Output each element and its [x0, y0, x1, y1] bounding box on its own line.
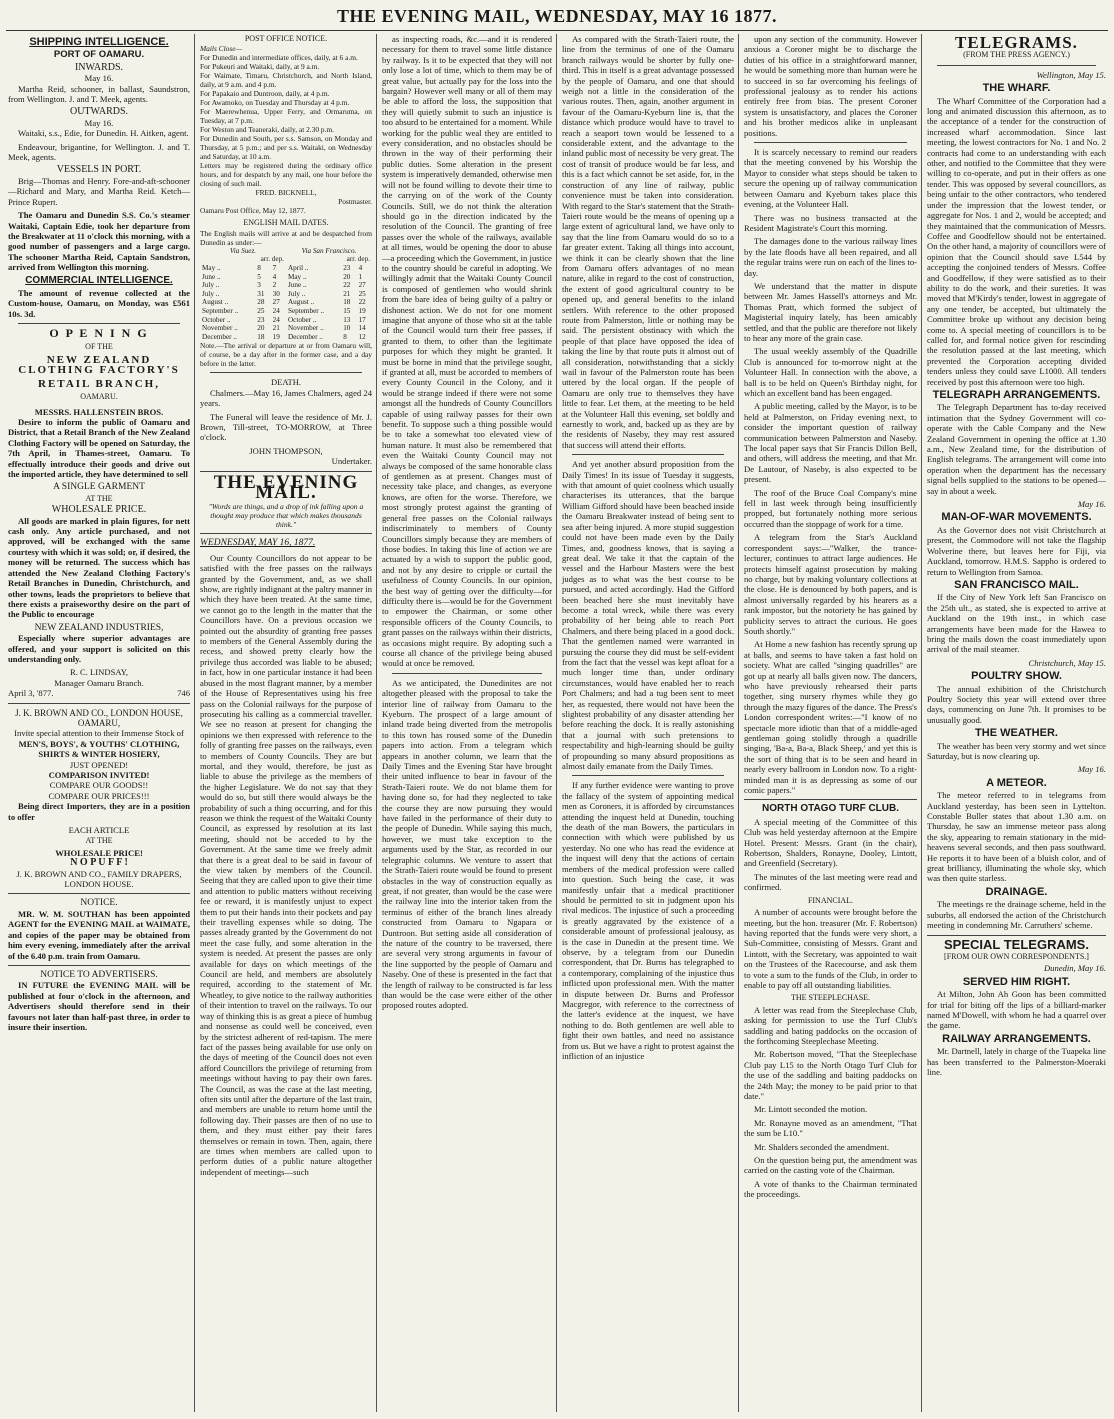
table-cell: September .. [287, 306, 325, 315]
inwards-text: Martha Reid, schooner, in ballast, Saundstron, from Wellington. J. and T. Meek, agents. [8, 83, 190, 105]
table-cell: 8 [257, 264, 261, 272]
po-office: Oamaru Post Office, May 12, 1877. [200, 206, 306, 216]
column-rule [556, 34, 557, 1412]
steeplechase-subheading: THE STEEPLECHASE. [790, 993, 871, 1003]
comparison-invited: COMPARISON INVITED! [48, 770, 150, 780]
brown-heading: J. K. BROWN AND CO., LONDON HOUSE, OAMARU, [15, 707, 183, 728]
poultry-heading: POULTRY SHOW. [971, 670, 1062, 683]
commercial-heading: COMMERCIAL INTELLIGENCE. [25, 274, 173, 286]
telegram-paragraph: The meetings re the drainage scheme, held in the suburbs, all endorsed the action of the Christchurch meeting in condemning Mr. Carruthers' scheme. [927, 899, 1106, 931]
table-cell: 20 [343, 272, 351, 281]
turf-paragraph: Mr. Robertson moved, "That the Steeplechase Club pay L15 to the North Otago Turf Club for the use of the saddling and baiting paddocks on the 24th May; the money to be paid prior to that date." [744, 1049, 917, 1101]
table-cell: 17 [358, 315, 366, 324]
table-row [200, 298, 372, 307]
table-cell: August .. [287, 298, 315, 307]
column-rule [376, 34, 377, 1412]
industries-text: Especially where superior advantages are offered, and your support is solicited on this understanding only. [8, 633, 190, 664]
divider [572, 454, 724, 455]
table-cell: 25 [257, 306, 265, 315]
evening-mail-title: THE EVENING MAIL. [213, 471, 359, 503]
table-cell: 27 [358, 281, 366, 290]
table-header: arr. dep. [346, 255, 370, 264]
ad-number: 746 [177, 688, 190, 699]
table-cell: 15 [343, 306, 351, 315]
table-cell: 27 [272, 298, 280, 307]
table-cell: 30 [272, 289, 280, 298]
of-the: OF THE [85, 341, 113, 351]
table-cell: 25 [358, 289, 366, 298]
table-cell: October .. [287, 315, 317, 324]
shipping-heading: SHIPPING INTELLIGENCE. [29, 36, 169, 48]
financial-subheading: FINANCIAL. [807, 895, 854, 905]
table-row [200, 324, 372, 333]
english-mail-heading: ENGLISH MAIL DATES. [243, 218, 329, 228]
po-line: For Waimate, Timaru, Christchurch, and North Island, daily, at 9 a.m. and 4 p.m. [200, 71, 372, 90]
hallenstein-text: Desire to inform the public of Oamaru and District, that a Retail Branch of the New Zealand Clothing Factory will be opened on Saturday, the 7th April, in Thames-street, Oamaru. To effectually introduce their goods and drive out the imported article, they have determined to sell [8, 417, 190, 480]
table-cell: 21 [343, 289, 351, 298]
column-rule [738, 34, 739, 1412]
turf-paragraph: On the question being put, the amendment was carried on the casting vote of the Chairman. [744, 1155, 917, 1176]
at-the-2: AT THE [85, 836, 113, 846]
table-cell: April .. [287, 264, 309, 272]
divider [8, 893, 190, 894]
news-paragraph: The roof of the Bruce Coal Company's mine fell in last week through being insufficiently propped, but fortunately nothing more serious occurred than the stoppage of work for a time. [744, 487, 917, 529]
column-6 [923, 34, 1110, 1414]
po-line: For Weston and Teaneraki, daily, at 2.30 p.m. [200, 125, 335, 135]
turf-paragraph: Mr. Shalders seconded the amendment. [754, 1141, 890, 1152]
po-lines [200, 53, 372, 161]
table-cell: 19 [272, 332, 280, 341]
divider [18, 323, 180, 324]
news-paragraph: A public meeting, called by the Mayor, is to be held at Palmerston, on Friday evening next, to consider the important question of railway communication between Palmerston and Naseby. The local paper says that Sir Francis Dillon Bell, and others, will address the meeting, and that Mr. De Lautour, of Naseby, is also expected to be present. [744, 401, 917, 485]
telegram-paragraph: At Milton, John Ah Goon has been committed for trial for biting off the lips of a billiard-marker named M'Dowell, with whom he had a quarrel over the game. [927, 989, 1106, 1031]
table-row [200, 333, 372, 342]
turf-paragraph: A special meeting of the Committee of this Club was held yesterday afternoon at the Empire Hotel. Present: Messrs. Grant (in the chair), Robertson, Shalders, Ronayne, Dooley, Lintott, and Greenfield (Secretary). [744, 816, 917, 869]
compare-goods: COMPARE OUR GOODS!! [49, 780, 149, 791]
table-cell: 4 [272, 272, 277, 281]
masthead: THE EVENING MAIL, WEDNESDAY, MAY 16 1877. [336, 6, 778, 26]
oamaru-line: OAMARU. [80, 392, 118, 402]
table-cell: 7 [272, 264, 277, 272]
no-puff: N O P U F F ! [70, 857, 128, 869]
table-cell: July .. [287, 289, 306, 298]
brown-footer: J. K. BROWN AND CO., FAMILY DRAPERS, LONDON HOUSE. [16, 868, 182, 890]
table-cell: November .. [287, 324, 324, 333]
nz-industries: NEW ZEALAND INDUSTRIES, [34, 622, 164, 633]
funeral-signature: JOHN THOMPSON, [249, 445, 323, 456]
table-header: Via San Francisco. [301, 246, 357, 255]
news-paragraph: At Home a new fashion has recently sprung up at balls, and seems to have taken a fast hold on society. What are called "singing quadrilles" are got up at nearly all balls given now. The dancers, who have previously rehearsed their parts together, sing nursery rhymes while they go through the mazy figures of the dance. The Press's London correspondent writes:—"I know of no spectacle more idiotic than that of a middle-aged gentleman going stolidly through a quadrille singing, 'Ba-a, Ba-a, Black Sheep,' and yet this is the sort of thing that is to be seen and heard in nearly every ballroom in London now. To a right-minded man it is as depressing as some of our comic papers." [744, 639, 917, 796]
divider [927, 935, 1106, 936]
served-him-right-heading: SERVED HIM RIGHT. [962, 975, 1071, 988]
death-heading: DEATH. [271, 377, 301, 388]
vessels-text: Brig—Thomas and Henry. Fore-and-aft-schooner—Richard and Mary, and Martha Reid. Ketch—Prince Rupert. [8, 175, 190, 207]
special-telegrams-heading: SPECIAL TELEGRAMS. [944, 936, 1089, 952]
table-cell: 4 [358, 264, 363, 272]
table-cell: October .. [202, 315, 231, 324]
editorial-date: WEDNESDAY, MAY 16, 1877. [200, 538, 316, 549]
telegram-paragraph: Mr. Dartnell, lately in charge of the Tuapeka line has been transferred to the Palmerston-Moeraki line. [927, 1046, 1106, 1077]
table-cell: 10 [343, 324, 351, 333]
vessels-heading: VESSELS IN PORT. [56, 164, 142, 176]
po-notice-heading: POST OFFICE NOTICE. [244, 34, 328, 43]
turf-paragraph: The minutes of the last meeting were read and confirmed. [744, 871, 917, 893]
po-line: For Maerewhenua, Upper Ferry, and Ormaruma, on Tuesday, at 7 p.m. [200, 107, 372, 126]
turf-paragraph: A letter was read from the Steeplechase Club, asking for permission to use the Turf Club's saddling and bating paddocks on the occasion of the forthcoming Steeplechase Meeting. [744, 1004, 917, 1046]
dateline: Wellington, May 15. [1036, 69, 1106, 80]
telegram-paragraph: The weather has been very stormy and wet since Saturday, but is now clearing up. [927, 740, 1106, 761]
column-1 [4, 34, 194, 1414]
at-the: AT THE [85, 493, 113, 503]
lindsay-sign: R. C. LINDSAY, [69, 667, 129, 678]
mail-note: Note.—The arrival or departure at or from Oamaru will, of course, be a day after in the former case, and a day before in the latter. [200, 341, 372, 369]
meteor-heading: A METEOR. [986, 776, 1047, 789]
news-paragraph: There was no business transacted at the Resident Magistrate's Court this morning. [744, 212, 917, 233]
inwards-heading: INWARDS. [74, 61, 124, 73]
hallenstein-heading: MESSRS. HALLENSTEIN BROS. [34, 406, 164, 417]
dateline: May 16. [1077, 499, 1106, 510]
telegram-paragraph: The meteor referred to in telegrams from Auckland yesterday, has been seen in Lyttelton. Constable Buller states that about 1.30 a.m. on Thursday, he saw an immense meteor pass along the sky, appearing to remain stationary in the mid-heavens several seconds, and then pass southward. He reports it to have been of a bluish color, and of great brilliancy, illuminating the whole sky, which was then quite starless. [927, 790, 1106, 884]
table-cell: June .. [287, 281, 307, 290]
table-cell: 8 [343, 332, 347, 341]
divider [8, 703, 190, 704]
mail-dates-table [200, 247, 372, 342]
table-cell: May .. [202, 264, 221, 272]
table-cell: 1 [358, 272, 363, 281]
turf-paragraph: Mr. Lintott seconded the motion. [754, 1104, 868, 1115]
column-2 [196, 34, 376, 1414]
port-heading: PORT OF OAMARU. [53, 49, 145, 61]
table-cell: 12 [358, 332, 366, 341]
wholesale-price-2: WHOLESALE PRICE! [55, 847, 143, 858]
just-opened: JUST OPENED! [69, 759, 129, 770]
table-cell: 21 [272, 324, 280, 333]
man-of-war-heading: MAN-OF-WAR MOVEMENTS. [941, 511, 1092, 524]
dateline: May 16. [1077, 764, 1106, 775]
table-cell: June .. [202, 272, 221, 281]
table-row [200, 281, 372, 290]
table-row [200, 307, 372, 316]
manager-title: Manager Oamaru Branch. [54, 677, 144, 688]
commercial-text: The amount of revenue collected at the Custom-house, Oamaru, on Monday, was £561 10s. 3d. [8, 287, 190, 319]
evening-mail-motto: "Words are things, and a drop of ink falling upon a thought may produce that which makes thousands think." [208, 502, 364, 530]
table-row [200, 290, 372, 299]
table-row [200, 247, 372, 256]
mails-close: Mails Close— [200, 44, 243, 54]
mens-clothing: MEN'S, BOYS', & YOUTHS' CLOTHING, SHIRTS & WINTER HOSIERY, [18, 738, 180, 760]
column-4 [558, 34, 738, 1414]
column-rule [921, 34, 922, 1412]
goods-text: All goods are marked in plain figures, for nett cash only. Any article purchased, and not approved, will be exchanged with the same courtesy with which it was sold; or, if desired, the money will be returned. The success which has attended the New Zealand Clothing Factory's Retail Branches in Dunedin, Christchurch, and other towns, leads the proprietors to believe that there exists a praiseworthy desire on the part of the Public to encourage [8, 515, 190, 620]
column-3 [378, 34, 556, 1414]
table-cell: July .. [202, 281, 220, 290]
table-cell: 3 [257, 281, 261, 290]
notice-heading: NOTICE. [80, 898, 118, 909]
news-paragraph: It is scarcely necessary to remind our readers that the meeting convened by his Worship the Mayor to consider what steps should be taken to secure the opening up of railway communication between Oamaru and Kyeburn takes place this evening, at the Volunteer Hall. [744, 147, 917, 210]
table-cell: December .. [287, 332, 323, 341]
divider [210, 372, 362, 373]
wholesale-price: WHOLESALE PRICE. [51, 504, 147, 516]
turf-club-heading: NORTH OTAGO TURF CLUB. [761, 803, 900, 815]
table-header: Via Suez. [229, 246, 257, 255]
vessels-paragraph: The Oamaru and Dunedin S.S. Co.'s steamer Waitaki, Captain Edie, took her departure from the Breakwater at 11 o'clock this morning, with a good number of passengers and a large cargo. The schooner Martha Reid, Captain Sandstron, arrived from Wellington this morning. [8, 210, 190, 273]
turf-paragraph: Mr. Ronayne moved as an amendment, "That the sum be L10." [744, 1117, 917, 1139]
outwards-text: Waitaki, s.s., Edie, for Dunedin. H. Aitken, agent. [18, 128, 189, 139]
divider [200, 533, 372, 534]
inwards-date: May 16. [84, 73, 114, 84]
masthead-rule [6, 30, 1108, 31]
undertaker: Undertaker. [331, 456, 372, 467]
editorial-paragraph: And yet another absurd proposition from the Daily Times! In its issue of Tuesday it suggests, with that amount of quiet coolness which usually characterises its utterances, that the barque William Gifford should have been beached inside the Oamaru Breakwater instead of being sent to sea after being injured. A more stupid suggestion could not have been made even by the Daily Times, and, goodness knows, that is saying a great deal. We take it that the captain of the vessel and the Harbour Masters were the best judges as to what was the best course to be pursued, and acted accordingly. Had the Gifford been beached here she must inevitably have become a total wreck, while there was every probability of her being able to reach Port Chalmers, and there being placed in a good dock. That the gentlemen named were warranted in pursuing the course they did must be self-evident from the fact that the vessel was kept afloat for a much longer time than, under ordinary circumstances, would have enabled her to reach Port Chalmers; and had a tug been sent to meet her, as requested, there would not have been the slightest probability of any disaster attending her before reaching the dock. It is really astonishing that a journal with such pretensions to respectability and high-learning should be guilty of propounding so many absurd propositions as almost daily emanate from the Daily Times. [562, 459, 734, 772]
english-mail-sub: The English mails will arrive at and be despatched from Dunedin as under:— [200, 228, 372, 247]
ad-footer [8, 688, 190, 698]
editorial-paragraph: as inspecting roads, &c.—and it is rendered necessary for them to travel some little distance by railway. Is it to be expected that they will not only lose a lot of time, which to them may be of great value, but actually pay for the loss into the bargain? However well many or all of them may be able to afford the loss, the supposition that they will quietly submit to such an injustice is too absurd to be entertained for a moment. While working for the public weal they are entitled to every consideration, and no obstacles should be thrown in the way of their performing their public duties. Some alteration in the present system is imperatively demanded, otherwise men will not be found willing to devote their time to the carrying on of the work of the County Councils. Still, we do not think the alteration should go in the direction indicated by the resolution of the Council. The granting of free passes over the whole of the railways, available at all times, would be opening the door to abuse—a proceeding which the Government, in justice to the country should be careful in adopting. We willingly admit that the Waitaki County Council is composed of gentlemen who would shrink from the bare idea of being guilty of a paltry or dishonest action. We do not for one moment imagine that anyone of those who sit at the table of the Council would turn their free passes, if granted to them, to other than the legitimate purposes for which they might be granted. It must be borne in mind that the privilege sought, if granted at all, must be accorded to members of every County Council in the Colony, and it would be strange indeed if there were not some amongst all the hundreds of County Councillors capable of using railway passes for their own benefit. To suppose such a thing possible would be to take a somewhat too elevated view of human nature. It must also be remembered that even the Waitaki County Council may not always be composed of the same honorable class of gentlemen as at present. Changes must of necessity take place, and changes, as everyone knows, are often for the worse. Therefore, we most strongly protest against the granting of general free passes on the Colonial railways indiscriminately to members of County Councillors simply because they are members of those bodies. In taking this line of action we are actuated by a wish to support the public good, and not by any desire to cripple or curtail the usefulness of County Councils. In our opinion, the best way of getting over the difficulty—for difficulty there is—would be for the Government to empower the Chairman, or some other responsible officers of the County Councils, to grant passes on the railways within their districts, as occasions might require. By adopting such a course all chance of the privilege being abused would at once be removed. [382, 34, 552, 669]
table-cell: 14 [358, 324, 366, 333]
table-row [200, 255, 372, 264]
table-cell: 24 [272, 315, 280, 324]
table-cell: 18 [257, 332, 265, 341]
press-agency-line: (FROM THE PRESS AGENCY.) [963, 50, 1070, 60]
po-letters: Letters may be registered during the ordinary office hours, and for despatch by any mail, one hour before the closing of such mail. [200, 161, 372, 189]
table-cell: May .. [287, 272, 307, 281]
dateline: Dunedin, May 16. [1043, 963, 1106, 974]
drainage-heading: DRAINAGE. [985, 885, 1048, 898]
table-cell: 23 [257, 315, 265, 324]
single-garment: A SINGLE GARMENT [53, 482, 145, 493]
news-paragraph: upon any section of the community. However anxious a Coroner might be to discharge the duties of his office in a straightforward manner, he would be something more than human were he to succeed in so far overcoming his feelings of professional jealousy as to render his actions entirely free from bias. The present Coroner system is unsatisfactory, and places the Coroner and his brother medicos alike in unpleasant positions. [744, 34, 917, 138]
news-paragraph: A telegram from the Star's Auckland correspondent says:—"Walker, the trance-lecturer, continues to attract large audiences. He protects himself against prosecution by making no charge, but by making voluntary collections at the close. He is denounced by both papers, and is almost universally regarded by his hearers as a rank impostor, but the notoriety he has gained by publicity serves to attract the curious. He goes South shortly." [744, 532, 917, 636]
dateline: Christchurch, May 15. [1028, 657, 1106, 668]
table-cell: July .. [202, 289, 220, 298]
san-francisco-heading: SAN FRANCISCO MAIL. [954, 578, 1079, 591]
divider [392, 673, 542, 674]
table-cell: August .. [202, 298, 229, 307]
table-cell: November .. [202, 324, 238, 333]
table-cell: 22 [343, 281, 351, 290]
table-cell: 18 [343, 298, 351, 307]
direct-text: Being direct Importers, they are in a position to offer [8, 801, 190, 822]
po-line: For Pukeuri and Waitaki, daily, at 9 a.m. [200, 62, 320, 72]
turf-paragraph: A vote of thanks to the Chairman terminated the proceedings. [744, 1178, 917, 1200]
funeral-text: The Funeral will leave the residence of Mr. J. Brown, Till-street, TO-MORROW, at Three o'clock. [200, 411, 372, 443]
divider [8, 965, 190, 966]
table-cell: 2 [272, 281, 277, 290]
weather-heading: THE WEATHER. [975, 727, 1058, 740]
telegram-paragraph: The annual exhibition of the Christchurch Poultry Society this year will extend over three days, commencing on June 7th. It promises to be unusually good. [927, 683, 1106, 725]
telegrams-heading: TELEGRAMS. [955, 34, 1078, 52]
po-signature: FRED. BICKNELL, [255, 188, 317, 198]
wharf-heading: THE WHARF. [982, 82, 1051, 95]
telegram-paragraph: As the Governor does not visit Christchurch at present, the Commodore will not take the flagship Wolverine there, but leaves here for Fiji, via Auckland, tomorrow. H.M.S. Sappho is ordered to return to Wellington from Samoa. [927, 524, 1106, 577]
table-cell: 31 [257, 289, 265, 298]
po-line: For Papakaio and Duntroon, daily, at 4 p.m. [200, 89, 330, 99]
compare-prices: COMPARE OUR PRICES!!! [48, 790, 150, 801]
table-cell: 5 [257, 272, 261, 281]
column-rule [194, 34, 195, 1412]
divider [572, 775, 724, 776]
telegram-paragraph: The Wharf Committee of the Corporation had a long and animated discussion this afternoon, as to the acceptance of a tender for the construction of increased wharf accommodation. Since last meeting, the lowest contractors for No. 1 and No. 2 contracts had come to an understanding with each other, and notified to the Committee that they were willing to co-operate, and put in their offers as one tender. This was opposed by several councillors, as being unfair to the other contractors, who tendered under the impression that the lowest tender, or aggregate for Nos. 1 and 2, would be accepted; and they maintained that the communication of Messrs. Coffee and Goodfellow should not be entertained. On the other hand, a majority of councillors were of opinion that the Council should save L544 by accepting the conjoined tenders of Messrs. Coffee and Goodfellow, if they were satisfied as to their ability to do the work, and their sureties. It was moved that M'Kirdy's tender, lowest in aggregate of any one tender, be accepted, but ultimately the Committee broke up without any decision being come to. A special meeting of councillors is to be called for, and formal notice given for rescinding the resolution passed at the last meeting, which prevented the Corporation accepting divided tenders unless they could save L1000. All tenders received by post this afternoon were too high. [927, 95, 1106, 387]
retail-branch-heading: RETAIL BRANCH, [38, 377, 160, 390]
table-cell: 28 [257, 298, 265, 307]
table-row [200, 273, 372, 282]
table-cell: 13 [343, 315, 351, 324]
telegram-paragraph: If the City of New York left San Francisco on the 25th ult., as stated, she is expected to arrive at Auckland on the 19th inst., in which case arrangements have been made for the Hawea to bring the mails down the coast immediately upon arrival of the mail steamer. [927, 592, 1106, 655]
news-paragraph: The usual weekly assembly of the Quadrille Club is announced for to-morrow night at the Volunteer Hall. In connection with the above, a ball is to be held on Queen's Birthday night, for which an excellent band has been engaged. [744, 346, 917, 398]
editorial-paragraph: If any further evidence were wanting to prove the fallacy of the system of appointing medical men as Coroners, it is afforded by circumstances attending the inquest held at Dunedin, touching the death of the man Bowers, the particulars in connection with which were published by us yesterday. No one who has read the evidence at the inquest will deny that the actions of certain members of the medical profession were called into question. Such being the case, it was manifestly unfair that a medical practitioner should be permitted to sit in judgment upon his rival medicos. The injustice of such a proceeding is greatly aggravated by the existence of a considerable amount of professional jealousy, as is the case in Dunedin at the present time. We observe, by a telegram from our Dunedin correspondent, that Dr. Burns has telegraphed to a contemporary, complaining of the injustice thus inflicted upon professional men. With the matter in dispute between Dr. Burns and Professor Macgregor, with reference to the correctness of the latter's evidence at the inquest, we have nothing to do. Both gentlemen are well able to fight their own battles, and need no assistance from us. But we have a right to protest against the infliction of an injustice [562, 780, 734, 1061]
brown-text: Invite special attention to their Immense Stock of [14, 728, 184, 739]
editorial-paragraph: Our County Councillors do not appear to be satisfied with the free passes on the railways granted by the Government, and, as we shall show, are rightly indignant at the paltry manner in which they have been treated. At the same time, we cannot go to the length in the matter that the Councillors have. On a previous occasion we pointed out the absurdity of granting free passes to members of the General Assembly during the recess, and showed pretty clearly how the privilege thus accorded was liable to be abused; in fact, how in one particular instance it had been abused in the most flagrant manner, by a member of the House of Representatives using his free pass on the Colonial railways for the purpose of prosecuting his calling as a commercial traveller. We see no reason at present for changing the opinions we then expressed with reference to the folly of granting free passes on the railways, even to members of County Councils. They are but mortal, and they would, therefore, be just as liable to abuse the privilege as the members of the higher Legislature. We do not say that they would do so, but still there would always be the probability of such a thing occurring, and for this reason we think the request of the Waitaki County Council, as expressed by resolution at its last meeting, should not be acceded to by the Government. At the same time we freely admit that there is a great deal to be said in favour of the view taken by members of the Council. Seeing that they are called upon to give their time and attention to public matters without receiving fee or reward, it is manifestly unjust to expect them to put their hands into their pockets and pay their travelling expenses while so doing. The passes already granted by the Government do not meet the case fully, and some alteration in the system is needed. At present the passes are only available for days on which meetings of the Council are held, and members are absolutely required, according to the statement of Mr. Wheatley, to give notice to the railway authorities of their intention to travel on the railways. To our way of thinking this is as great a piece of humbug and nonsense as could well be conceived, even by the strictest adherent of red-tapism. The mere fact of the passes being available for use only on the days of meeting of the Council does not even afford Councillors the privilege of returning from meetings without having to pay their own fares. The Council, as was the case at the last meeting, often sits until after the departure of the last train, and members are unable to return home until the following day. Their passes are then of no use to them, and they must either pay their fares themselves or remain in town. Then, again, there are times when members are called upon to perform duties of a public nature altogether independent of meetings—such [200, 552, 372, 1177]
advertisers-heading: NOTICE TO ADVERTISERS. [40, 969, 158, 980]
news-paragraph: The damages done to the various railway lines by the late floods have all been repaired, and all the regular trains were run on each of the lines to-day. [744, 236, 917, 278]
ad-date: April 3, '877. [8, 688, 54, 699]
own-correspondents-line: [FROM OUR OWN CORRESPONDENTS.] [944, 951, 1089, 961]
news-paragraph: We understand that the matter in dispute between Mr. James Hassell's attorneys and Mr. Thomas Pratt, which formed the subject of Magisterial inquiry lately, has been amicably settled, and that the public are therefore not likely to hear any more of the grain case. [744, 280, 917, 343]
each-article: EACH ARTICLE [68, 825, 130, 836]
outwards-text: Endeavour, brigantine, for Wellington. J. and T. Meek, agents. [8, 141, 190, 163]
table-cell: December .. [202, 332, 237, 341]
table-cell: 19 [358, 306, 366, 315]
table-cell: 20 [257, 324, 265, 333]
nz-clothing-heading: NEW ZEALAND CLOTHING FACTORY'S [18, 353, 180, 377]
table-cell: 22 [358, 298, 366, 307]
po-line: For Awamoko, on Tuesday and Thursday at 4 p.m. [200, 98, 350, 108]
table-cell: 23 [343, 264, 351, 272]
telegram-paragraph: The Telegraph Department has to-day received intimation that the Sydney Government will co-operate with the Cable Company and the New Zealand Government in opening the office at 1.30 a.m., New Zealand time, for the distribution of English telegrams. The arrangement will come into operation when the department has the necessary signal bells supplied to the stations to be opened—say in about a week. [927, 402, 1106, 496]
column-5 [740, 34, 921, 1414]
telegraph-heading: TELEGRAPH ARRANGEMENTS. [932, 389, 1101, 401]
divider [937, 65, 1096, 66]
table-cell: 24 [272, 306, 280, 315]
railway-arrangements-heading: RAILWAY ARRANGEMENTS. [942, 1032, 1091, 1045]
po-line: For Dunedin and South, per s.s. Samson, on Monday and Thursday, at 5 p.m.; and per s.s. Waitaki, on Wednesday and Saturday, at 10 a.m. [200, 134, 372, 162]
advertisers-text: IN FUTURE the EVENING MAIL will be published at four o'clock in the afternoon, and Advertisers should therefore send in their favours not later than half-past three, in order to insure their insertion. [8, 980, 190, 1032]
po-line: For Dunedin and intermediate offices, daily, at 6 a.m. [200, 53, 358, 63]
turf-paragraph: A number of accounts were brought before the meeting, but the hon. treasurer (Mr. F. Robertson) having reported that the funds were very short, a Sub-Committee, consisting of Messrs. Grant and Lintott, with the Secretary, was appointed to wait on the Trustees of the Racecourse, and ask them to vote a sum to the funds of the Club, in order to enable to pay off all outstanding liabilities. [744, 907, 917, 990]
divider [744, 799, 917, 800]
editorial-paragraph: As compared with the Strath-Taieri route, the line from the terminus of one of the Oamaru branch railways would be shorter by fully one-third. This in itself is a great advantage possessed by the people of Oamaru, and one that should weigh not a little in the consideration of the various routes. Then, again, another argument in favour of the Oamaru-Kyeburn line is, that the distance which produce would have to travel to reach a seaport town would be lessened to a considerable extent, and the advantage to the inland public most of necessity be very great. The cost of transit of produce would be far less, and this is a fact which cannot be set aside, for, in the construction of any line of railway, public convenience must be taken into consideration. With regard to the Star's statement that the Strath-Taieri route would be the means of opening up a large extent of agricultural land, we have only to say that the line from Oamaru would do so to a far greater extent. Taking all things into account, we think it can be clearly shown that the line from Oamaru offers advantages of no mean nature, alike in regard to the cost of construction, the extent of good agricultural country to be opened up, and general benefits to the inland settlers. With reference to the other proposed route from Palmerston, little or nothing may be said. The persistent obstinacy with which the people of that place have opposed the idea of taking the line by that route puts it almost out of all consideration, notwithstanding that a sickly wail in favour of the Palmerston route has been uttered by the local organ. If the people of Oamaru are only true to themselves they have little to fear. Let them, at the meeting to be held at the Volunteer Hall this evening, set boldly and earnestly to work, and, backed up as they are by the residents of Naseby, they may rest assured that success will attend their efforts. [562, 34, 734, 450]
table-header: arr. dep. [260, 255, 284, 264]
notice-text: MR. W. M. SOUTHAN has been appointed AGENT for the EVENING MAIL at WAIMATE, and copies of the paper may be obtained from him every evening, immediately after the arrival of the 6.40 p.m. train from Oamaru. [8, 908, 190, 961]
table-row [200, 316, 372, 325]
death-text: Chalmers.—May 16, James Chalmers, aged 24 years. [200, 387, 372, 409]
outwards-date: May 16. [84, 117, 114, 128]
po-postmaster: Postmaster. [338, 197, 372, 207]
outwards-heading: OUTWARDS. [69, 106, 129, 118]
opening-heading: O P E N I N G [49, 326, 149, 341]
table-cell: September .. [202, 306, 239, 315]
editorial-paragraph: As we anticipated, the Dunedinites are not altogether pleased with the proposal to take the interior line of railway from Oamaru to the Kyeburn. The prospect of a large amount of inland trade being diverted from the metropolis to this town has roused some of the Dunedin papers into action. From a telegram which appears in another column, we learn that the Daily Times and the Evening Star have brought their united influence to bear in favour of the Strath-Taieri route. We do not blame them for having done so, for had they neglected to take the course they are now pursuing they would have failed in the performance of their duty to the people of Dunedin. While saying this much, however, we must take exception to the arguments used by the Star, as recorded in our telegraphic columns. We venture to assert that the Strath-Taieri route would be found to present obstacles in the way of construction equally as great, if not greater, than would be the case were the railway line into the interior taken from the terminus of either of the branch lines already constructed from Oamaru to Ngapara or Duntroon. But setting aside all consideration of the nature of the country to be traversed, there are several very strong arguments in favour of the line supported by the people of Oamaru and Naseby. One of these is presented in the fact that the length of railway to be constructed is far less than would be the case were either of the other proposed routes adopted. [382, 677, 552, 1011]
table-row [200, 264, 372, 273]
divider [754, 142, 907, 143]
